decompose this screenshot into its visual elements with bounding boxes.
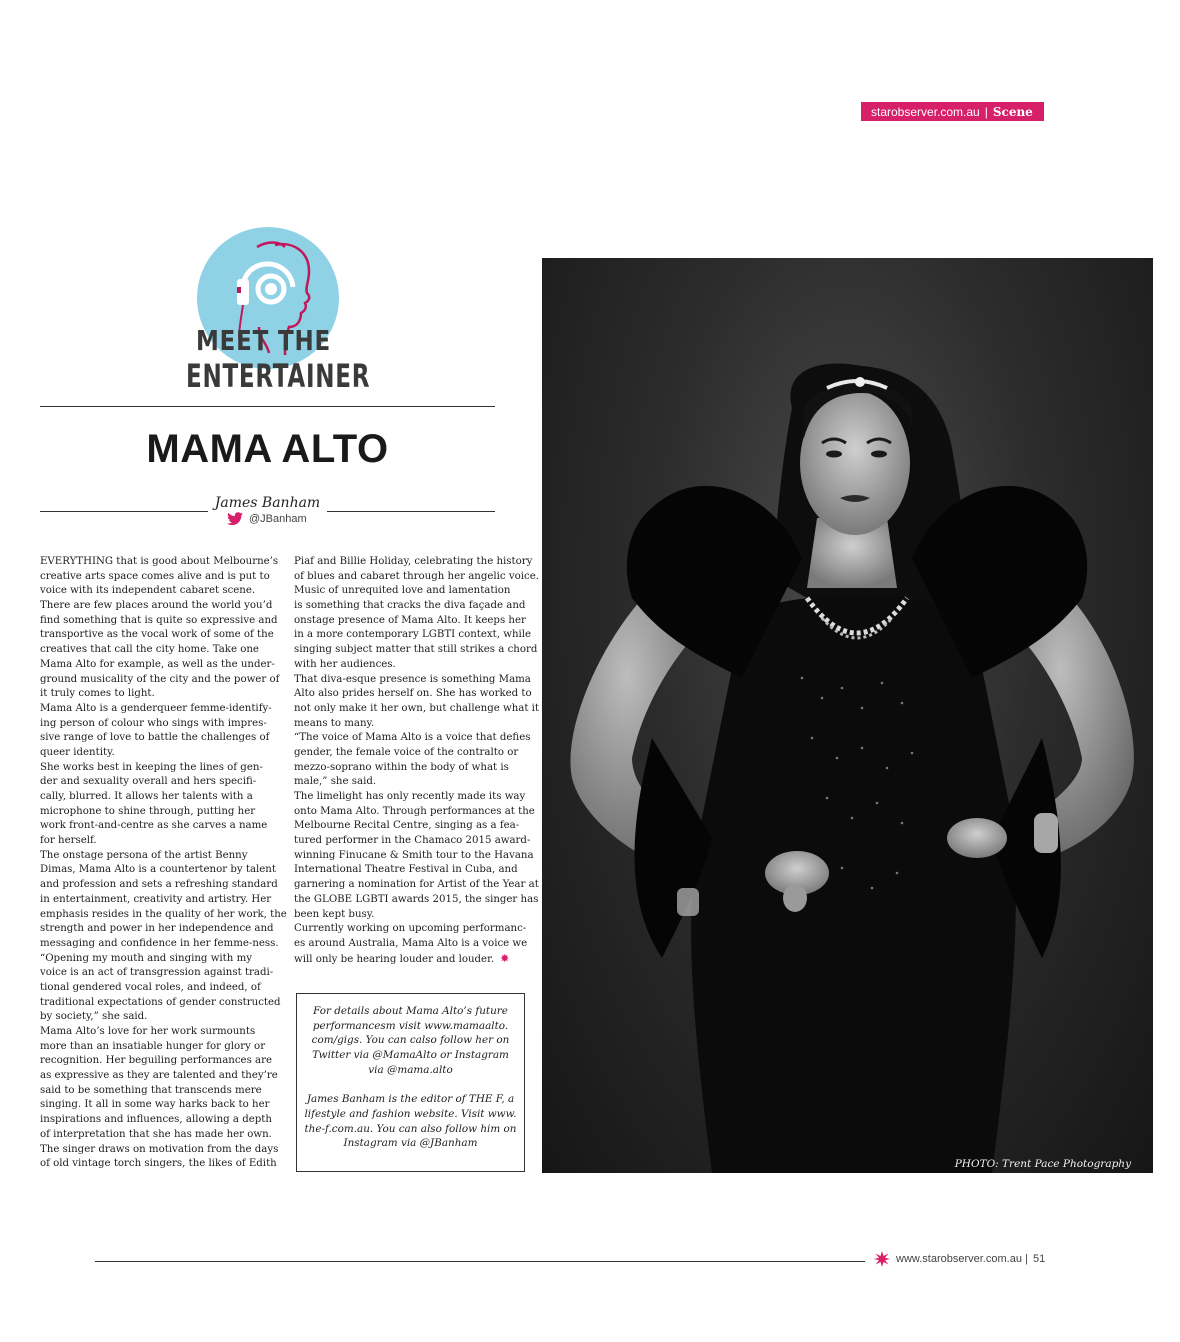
article-text-line: of interpretation that she has made her own. xyxy=(40,1128,272,1140)
article-text-line: winning Finucane & Smith tour to the Havana xyxy=(294,849,534,861)
photo-credit: PHOTO: Trent Pace Photography xyxy=(954,1158,1131,1170)
article-text-line: onto Mama Alto. Through performances at the xyxy=(294,805,535,817)
article-column-1 xyxy=(40,555,287,1172)
article-text-line: Currently working on upcoming performanc- xyxy=(294,923,527,935)
article-text-line: “The voice of Mama Alto is a voice that defies xyxy=(294,732,531,744)
article-text-line: in entertainment, creativity and artistry. Her xyxy=(40,893,272,905)
article-text-line: She works best in keeping the lines of gen- xyxy=(40,761,263,773)
article-text-line: The onstage persona of the artist Benny xyxy=(40,849,248,861)
article-text-line: work front-and-centre as she carves a name xyxy=(40,820,268,832)
article-text-line: The singer draws on motivation from the days xyxy=(40,1143,279,1155)
article-text-line: is something that cracks the diva façade and xyxy=(294,600,526,612)
article-text-line: tured performer in the Chamaco 2015 award- xyxy=(294,835,531,847)
article-text-line: voice is an act of transgression against tradi- xyxy=(40,967,274,979)
article-text-line: Mama Alto’s love for her work surmounts xyxy=(40,1026,256,1037)
article-text-line: Mama Alto for example, as well as the under- xyxy=(40,658,275,670)
article-text-line: creative arts space comes alive and is put to xyxy=(40,570,270,582)
info-text-line: lifestyle and fashion website. Visit www. xyxy=(304,1107,517,1120)
twitter-bird-icon xyxy=(226,512,244,525)
portrait-illustration xyxy=(542,258,1153,1173)
article-text-line: Music of unrequited love and lamentation xyxy=(294,585,511,597)
article-text-line: emphasis resides in the quality of her work, the xyxy=(40,908,287,920)
footer-separator: | xyxy=(1025,1253,1028,1265)
info-text-line: performancesm visit www.mamaalto. xyxy=(312,1019,509,1032)
article-text-line: The limelight has only recently made its way xyxy=(294,791,526,802)
article-text-line: Melbourne Recital Centre, singing as a fea- xyxy=(294,820,520,832)
site-name: starobserver.com.au xyxy=(871,104,980,119)
article-text-line: International Theatre Festival in Cuba, and xyxy=(294,864,518,876)
author-name: James Banham xyxy=(214,495,321,511)
article-text-line: male,” she said. xyxy=(294,776,377,788)
section-name: Scene xyxy=(992,104,1033,119)
article-text-line: tional gendered vocal roles, and indeed, of xyxy=(40,981,261,993)
article-text-line: traditional expectations of gender constructed xyxy=(40,996,281,1008)
article-text-line: creatives that call the city home. Take one xyxy=(40,644,259,656)
article-text-line: means to many. xyxy=(294,717,375,729)
article-text-line: of old vintage torch singers, the likes of Edith xyxy=(40,1158,277,1170)
article-text-line: and profession and sets a refreshing standard xyxy=(40,879,278,891)
article-text-line: find something that is quite so expressive and xyxy=(40,614,278,626)
article-text-line: “Opening my mouth and singing with my xyxy=(40,952,252,964)
info-box xyxy=(296,993,525,1172)
article-text-line: voice with its independent cabaret scene. xyxy=(40,585,256,597)
portrait-photo xyxy=(542,258,1153,1173)
article-text-line: der and sexuality overall and hers specifi- xyxy=(40,776,257,788)
author-twitter xyxy=(226,512,307,525)
info-text-line: the-f.com.au. You can also follow him on xyxy=(304,1122,517,1135)
article-text-line: There are few places around the world you’d xyxy=(40,600,273,612)
article-text-line: will only be hearing louder and louder. ✸ xyxy=(294,951,510,965)
article-text-line: said to be something that transcends mere xyxy=(40,1084,262,1096)
article-text-line: sive range of love to battle the challenges of xyxy=(40,732,270,744)
article-text-line: the GLOBE LGBTI awards 2015, the singer has xyxy=(294,893,539,905)
article-text-line: of blues and cabaret through her angelic voice. xyxy=(294,570,539,582)
article-text-line: Mama Alto is a genderqueer femme-identify- xyxy=(40,702,272,714)
info-paragraph-author xyxy=(297,1092,524,1151)
article-column-2 xyxy=(294,555,540,967)
article-text-line: Alto also prides herself on. She has worked to xyxy=(294,688,532,700)
article-text-line: with her audiences. xyxy=(294,658,396,670)
article-text-line: gender, the female voice of the contralto or xyxy=(294,746,519,758)
logo-text-meet-the: MEET THE xyxy=(196,324,331,357)
article-text-line: garnering a nomination for Artist of the Year at xyxy=(294,879,539,891)
article-text-line: queer identity. xyxy=(40,746,115,758)
article-text-line: in a more contemporary LGBTI context, while xyxy=(294,629,532,641)
info-text-line: James Banham is the editor of THE F, a xyxy=(306,1093,515,1106)
info-text-line: com/gigs. You can calso follow her on xyxy=(311,1034,510,1047)
article-text-line: microphone to shine through, putting her xyxy=(40,805,256,817)
article-text-line: mezzo-soprano within the body of what is xyxy=(294,761,509,773)
twitter-handle: @JBanham xyxy=(249,512,307,525)
page-number: 51 xyxy=(1033,1253,1046,1265)
article-text-line: Dimas, Mama Alto is a countertenor by talent xyxy=(40,864,276,876)
info-text-line: Instagram via @JBanham xyxy=(343,1137,478,1150)
article-text-line: cally, blurred. It allows her talents with a xyxy=(40,791,253,802)
article-text-line: recognition. Her beguiling performances are xyxy=(40,1055,273,1067)
logo-text-entertainer: ENTERTAINER xyxy=(186,357,371,395)
article-text-line: Piaf and Billie Holiday, celebrating the history xyxy=(294,556,533,567)
article-text-line: messaging and confidence in her femme-ness. xyxy=(40,937,279,949)
info-text-line: Twitter via @MamaAlto or Instagram xyxy=(312,1049,509,1062)
article-text-line: strength and power in her independence and xyxy=(40,923,274,935)
byline-rule-right xyxy=(327,511,495,512)
section-tag xyxy=(861,102,1044,121)
end-mark-icon: ✸ xyxy=(500,951,510,965)
article-text-line: That diva-esque presence is something Mama xyxy=(294,673,531,685)
article-text-line: ground musicality of the city and the power of xyxy=(40,673,280,685)
article-text-line: by society,” she said. xyxy=(40,1011,148,1023)
info-text-line: via @mama.alto xyxy=(368,1063,453,1076)
footer-rule xyxy=(95,1261,865,1262)
footer-url: www.starobserver.com.au xyxy=(896,1253,1022,1265)
info-text-line: For details about Mama Alto’s future xyxy=(313,1005,508,1017)
article-text-line: for herself. xyxy=(40,835,97,847)
tag-separator: | xyxy=(984,104,988,119)
article-text-line: it truly comes to light. xyxy=(40,688,155,700)
article-text-line: onstage presence of Mama Alto. It keeps her xyxy=(294,614,526,626)
article-text-line: more than an insatiable hunger for glory or xyxy=(40,1040,266,1052)
article-text-line: transportive as the vocal work of some of the xyxy=(40,629,274,641)
article-text-line: not only make it her own, but challenge what it xyxy=(294,702,540,714)
article-text-line: inspirations and influences, allowing a depth xyxy=(40,1114,272,1126)
star-burst-icon xyxy=(874,1251,890,1267)
title-top-rule xyxy=(40,406,495,407)
article-text-line: singing subject matter that still strikes a chord xyxy=(294,644,538,656)
info-paragraph-details xyxy=(297,1004,524,1078)
article-text-line: ing person of colour who sings with impres- xyxy=(40,717,267,729)
article-text-line: been kept busy. xyxy=(294,908,375,920)
byline-rule-left xyxy=(40,511,208,512)
article-text-line: EVERYTHING that is good about Melbourne’s xyxy=(40,556,279,567)
article-text-line: singing. It all in some way harks back to her xyxy=(40,1099,270,1111)
article-text-line: es around Australia, Mama Alto is a voice we xyxy=(294,937,528,949)
article-title: MAMA ALTO xyxy=(146,427,389,471)
article-text-line: as expressive as they are talented and they’re xyxy=(40,1070,278,1082)
